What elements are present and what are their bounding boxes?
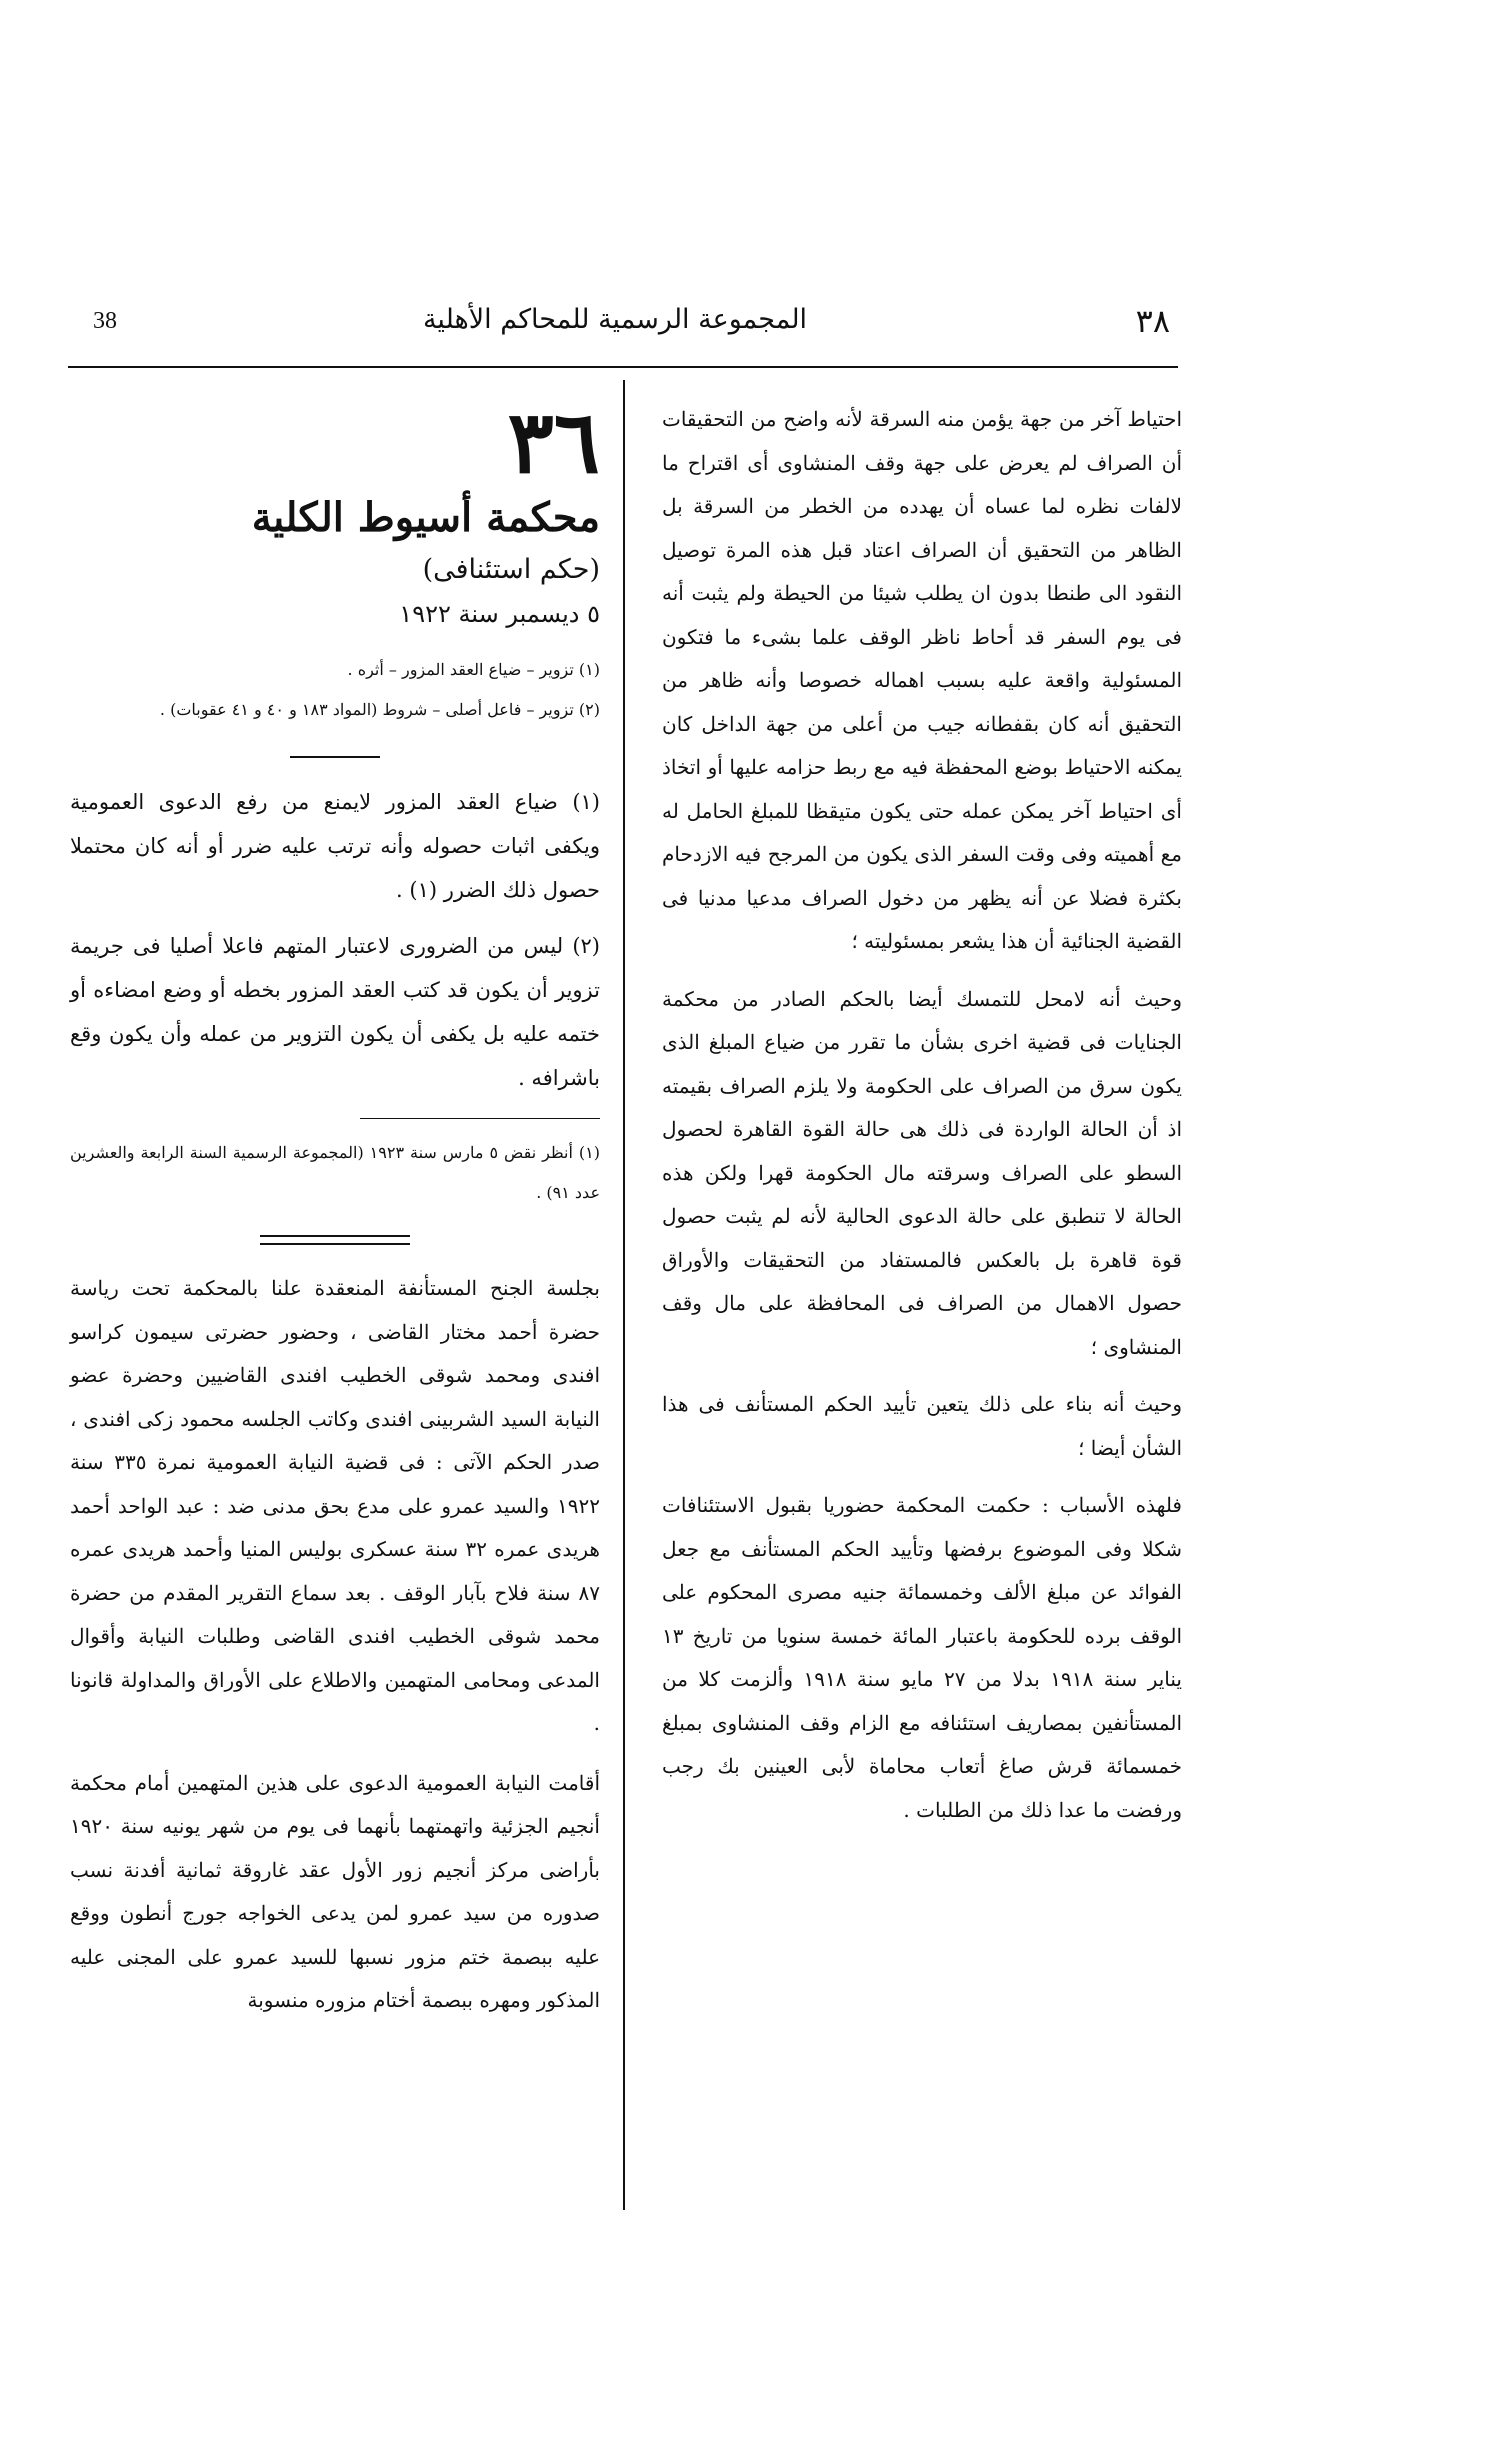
principle-2: (٢) ليس من الضرورى لاعتبار المتهم فاعلا أصليا فى جريمة تزوير أن يكون قد كتب العقد المزور بخطه أو وضع امضاءه أو ختمه عليه بل يكفى أن يكون التزوير من عمله وأن يكون وقع باشرافه . — [70, 934, 600, 1090]
header-rule — [68, 366, 1178, 368]
footnote: (١) أنظر نقض ٥ مارس سنة ١٩٢٣ (المجموعة الرسمية السنة الرابعة والعشرين عدد ٩١) . — [70, 1143, 601, 1202]
right-paragraph-4: فلهذه الأسباب : حكمت المحكمة حضوريا بقبول الاستئنافات شكلا وفى الموضوع برفضها وتأييد الحكم المستأنف مع جعل الفوائد عن مبلغ الألف وخمسمائة جنيه مصرى المحكوم على الوقف برده للحكومة باعتبار المائة خمسة سنويا من تاريخ ١٣ يناير سنة ١٩١٨ بدلا من ٢٧ مايو سنة ١٩١٨ وألزمت كلا من المستأنفين بمصاريف استئنافه مع الزام وقف المنشاوى بمبلغ خمسمائة قرش صاغ أتعاب محاماة لأبى العينين بك رجب ورفضت ما عدا ذلك من الطلبات . — [662, 1493, 1182, 1822]
body-paragraph-2: أقامت النيابة العمومية الدعوى على هذين المتهمين أمام محكمة أنجيم الجزئية واتهمتهما بأنهما فى يوم من شهر يونيه سنة ١٩٢٠ بأراضى مركز أنجيم زور الأول عقد غاروقة ثمانية أفدنة نسب صدوره من سيد عمرو لمن يدعى الخواجه جورج أنطون ووقع عليه ببصمة ختم مزور نسبها للسيد عمرو على المجنى عليه المذكور ومهره ببصمة أختام مزوره منسوبة — [70, 1770, 601, 2012]
judgment-type: (حكم استئنافى) — [422, 554, 600, 585]
left-column — [70, 392, 601, 2023]
page-header — [60, 300, 1170, 350]
right-column — [662, 398, 1182, 1832]
principle-1: (١) ضياع العقد المزور لايمنع من رفع الدعوى العمومية ويكفى اثبات حصوله وأنه ترتب عليه ضرر أو أنه كان محتملا حصول ذلك الضرر (١) . — [70, 790, 600, 902]
double-rule — [260, 1235, 410, 1245]
judgment-date: ٥ ديسمبر سنة ١٩٢٢ — [399, 600, 600, 628]
right-paragraph-3: وحيث أنه بناء على ذلك يتعين تأييد الحكم المستأنف فى هذا الشأن أيضا ؛ — [662, 1392, 1182, 1460]
right-paragraph-2: وحيث أنه لامحل للتمسك أيضا بالحكم الصادر من محكمة الجنايات فى قضية اخرى بشأن ما تقرر من ضياع المبلغ الذى يكون سرق من الصراف على الحكومة ولا يلزم الصراف بقيمته اذ أن الحالة الواردة فى ذلك هى حالة القوة القاهرة لحصول السطو على الصراف وسرقته مال الحكومة قهرا ولكن هذه الحالة لا تنطبق على حالة الدعوى الحالية لأنه لم يثبت حصول قوة قاهرة بل بالعكس فالمستفاد من التحقيقات والأوراق حصول الاهمال من الصراف فى المحافظة على مال وقف المنشاوى ؛ — [662, 986, 1182, 1359]
footnote-rule — [360, 1118, 600, 1119]
court-name: محكمة أسيوط الكلية — [251, 494, 600, 541]
headnote-2: (٢) تزوير – فاعل أصلى – شروط (المواد ١٨٣ و ٤٠ و ٤١ عقوبات) . — [159, 700, 600, 719]
page-number-latin: 38 — [93, 308, 117, 334]
running-title: المجموعة الرسمية للمحاكم الأهلية — [422, 304, 808, 335]
case-number: ٣٦ — [507, 392, 600, 493]
right-paragraph-1: احتياط آخر من جهة يؤمن منه السرقة لأنه واضح من التحقيقات أن الصراف لم يعرض على جهة وقف المنشاوى أى اقتراح ما لالفات نظره لما عساه أن يهدده من الخطر من السرقة بل الظاهر من التحقيق أن الصراف اعتاد قبل هذه المرة توصيل النقود الى طنطا بدون ان يطلب شيئا من الحيطة ولم يثبت أنه فى يوم السفر قد أحاط ناظر الوقف علما بشىء ما فتكون المسئولية واقعة عليه بسبب اهماله خصوصا وأنه ظاهر من التحقيق أنه كان بقفطانه جيب من أعلى من جهة الداخل كان يمكنه الاحتياط بوضع المحفظة فيه مع ربط حزامه عليها أو اتخاذ أى احتياط آخر يمكن عمله حتى يكون متيقظا للمبلغ الحامل له مع أهميته وفى وقت السفر الذى يكون من المرجح فيه الازدحام بكثرة فضلا عن أنه يظهر من دخول الصراف مدعيا مدنيا فى القضية الجنائية أن هذا يشعر بمسئوليته ؛ — [662, 407, 1182, 953]
section-rule — [290, 756, 380, 758]
page-number-arabic: ٣٨ — [1135, 302, 1170, 340]
body-paragraph-1: بجلسة الجنح المستأنفة المنعقدة علنا بالمحكمة تحت رياسة حضرة أحمد مختار القاضى ، وحضور حضرتى سيمون كراسو افندى ومحمد شوقى الخطيب افندى القاضيين وحضرة عضو النيابة السيد الشربينى افندى وكاتب الجلسه محمود زكى افندى ، صدر الحكم الآتى : فى قضية النيابة العمومية نمرة ٣٣٥ سنة ١٩٢٢ والسيد عمرو على مدع بحق مدنى ضد : عبد الواحد أحمد هريدى عمره ٣٢ سنة عسكرى بوليس المنيا وأحمد هريدى عمره ٨٧ سنة فلاح بآبار الوقف . بعد سماع التقرير المقدم من حضرة محمد شوقى الخطيب افندى القاضى وطلبات النيابة وأقوال المدعى ومحامى المتهمين والاطلاع على الأوراق والمداولة قانونا . — [70, 1276, 601, 1735]
headnote-1: (١) تزوير – ضياع العقد المزور – أثره . — [347, 660, 600, 679]
column-divider — [623, 380, 625, 2210]
